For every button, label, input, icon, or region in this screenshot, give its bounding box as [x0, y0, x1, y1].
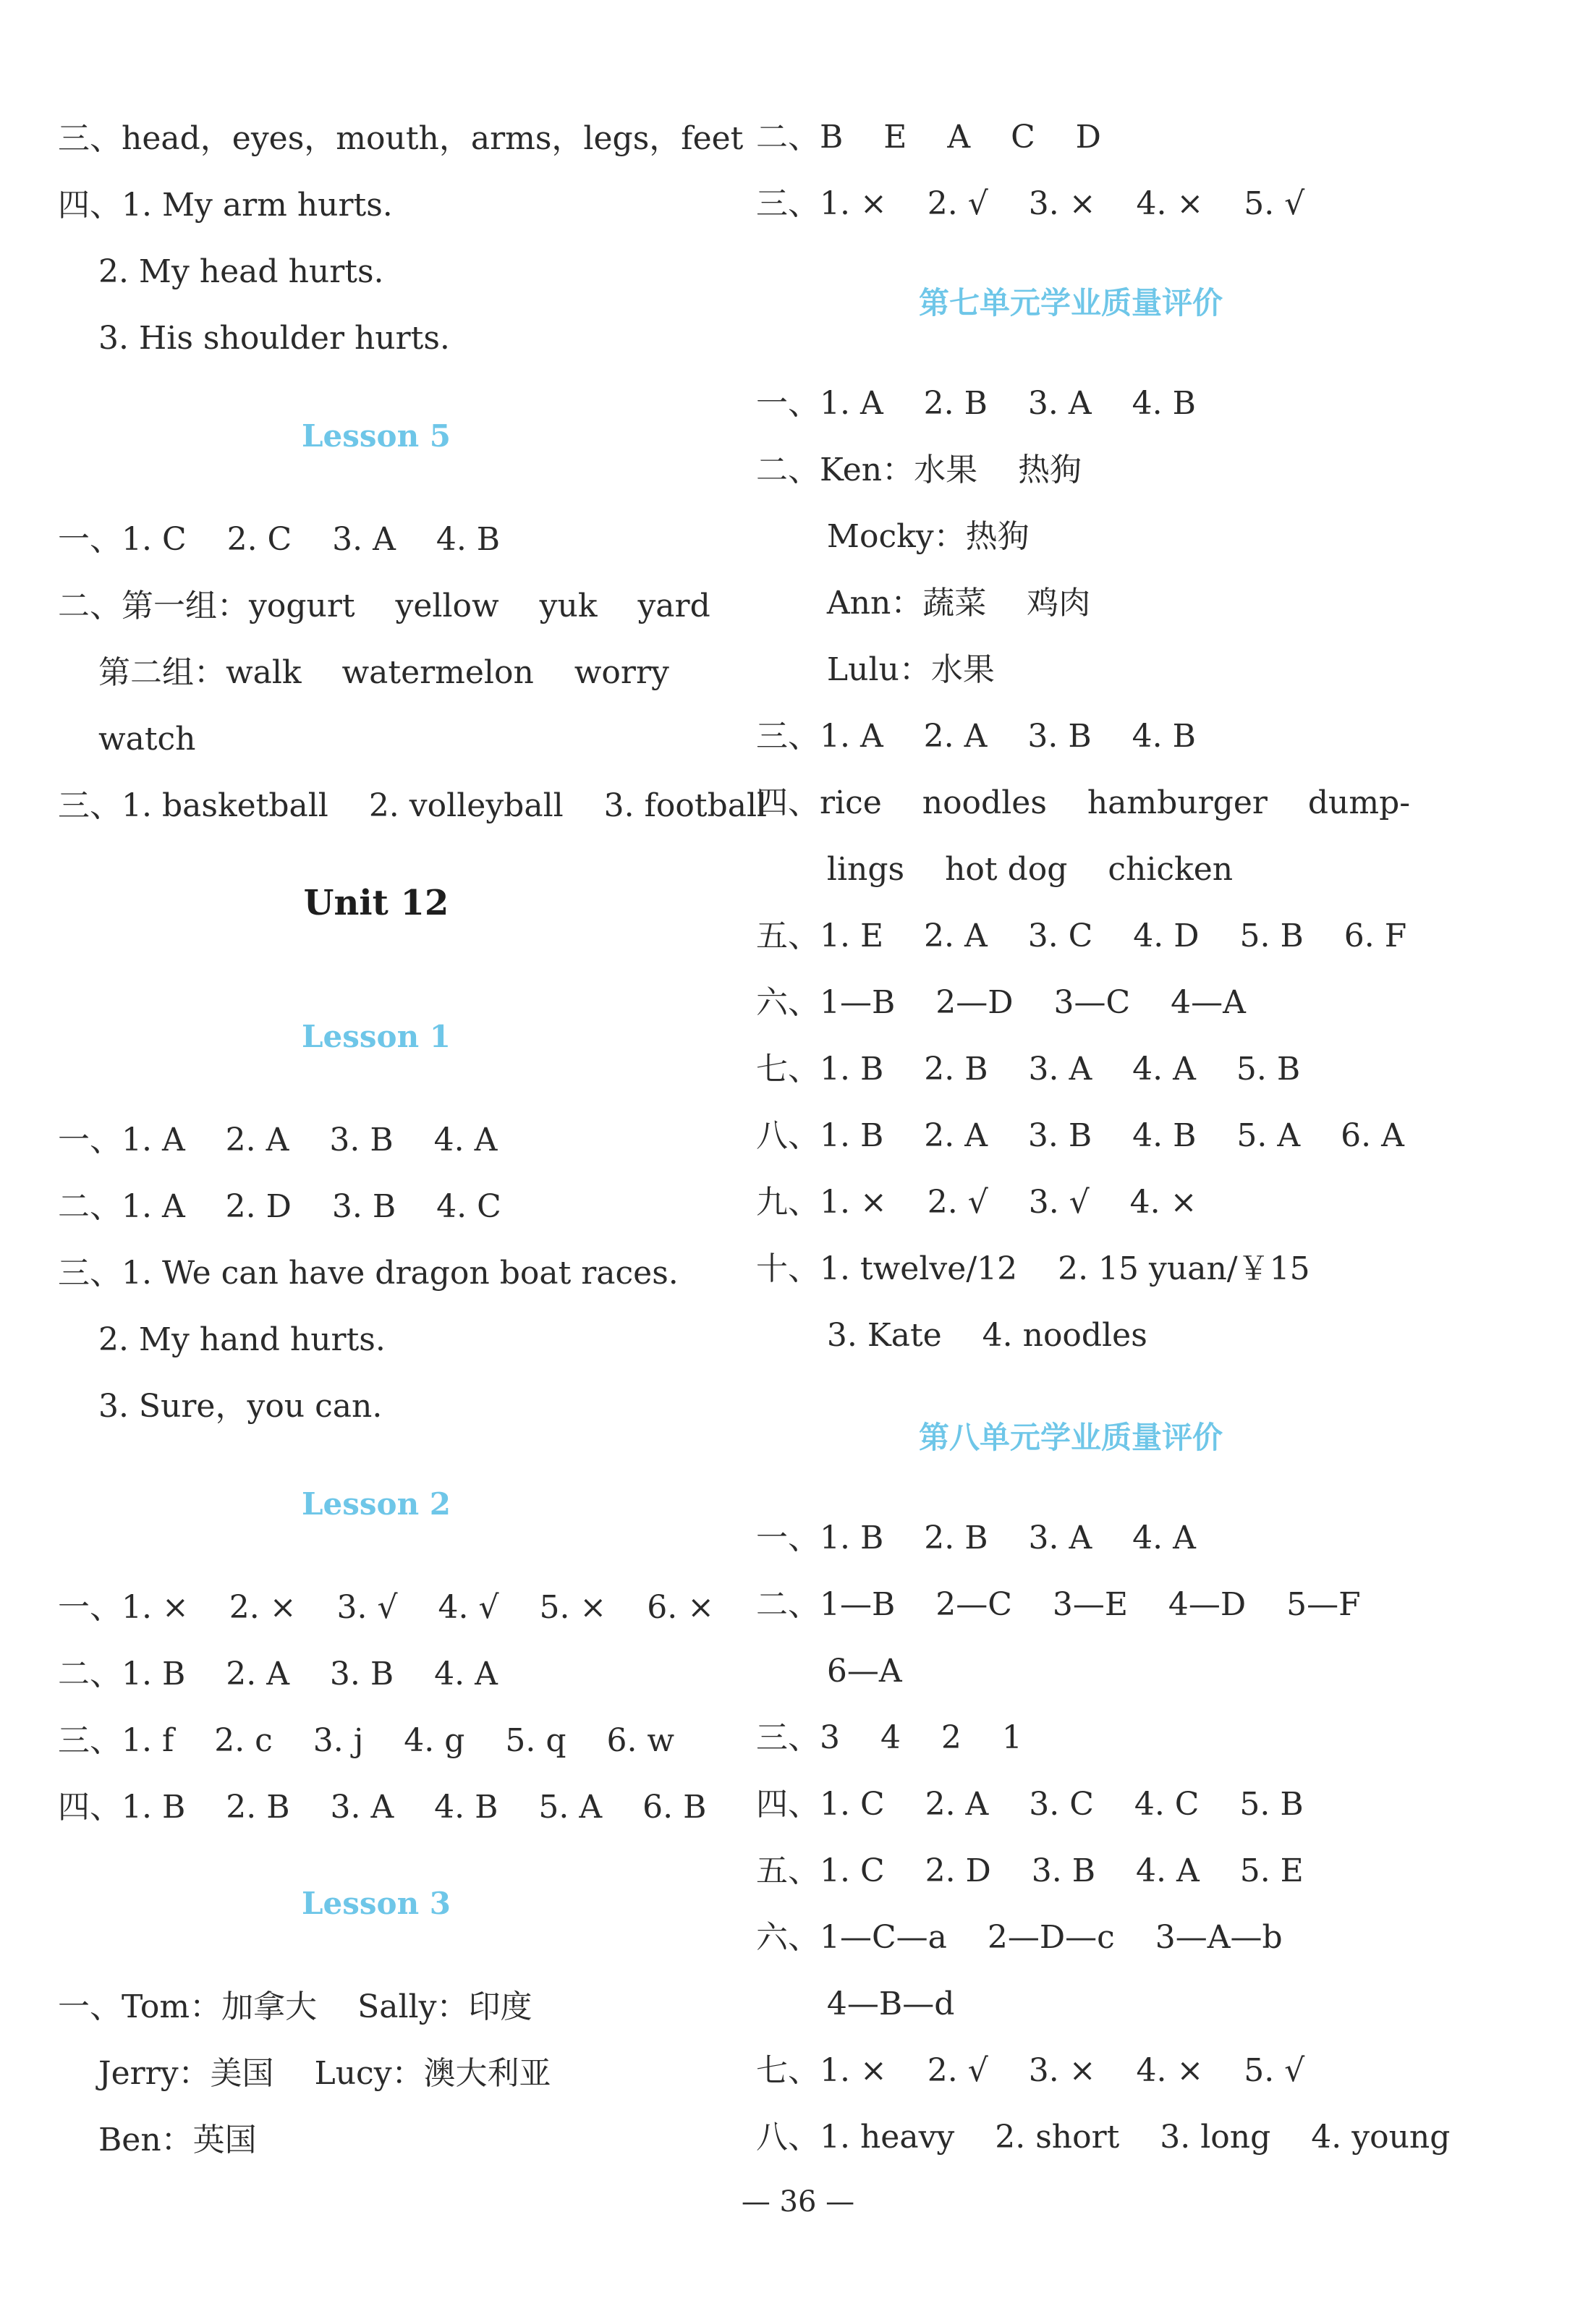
- answer-line: 三、3 4 2 1: [756, 1719, 1022, 1756]
- answer-line: 三、1. f 2. c 3. j 4. g 5. q 6. w: [58, 1722, 675, 1759]
- answer-line: 二、1—B 2—C 3—E 4—D 5—F: [756, 1586, 1361, 1623]
- answer-line: Ann：蔬菜 鸡肉: [756, 585, 1091, 622]
- answer-line: 一、1. B 2. B 3. A 4. A: [756, 1520, 1196, 1556]
- answer-line: 3. Kate 4. noodles: [756, 1317, 1147, 1354]
- answer-line: 三、1. × 2. √ 3. × 4. × 5. √: [756, 185, 1305, 222]
- answer-line: watch: [58, 721, 196, 758]
- answer-line: 五、1. C 2. D 3. B 4. A 5. E: [756, 1852, 1304, 1889]
- answer-line: 一、1. × 2. × 3. √ 4. √ 5. × 6. ×: [58, 1589, 715, 1626]
- lesson-5-heading: Lesson 5: [302, 418, 451, 454]
- answer-line: 七、1. × 2. √ 3. × 4. × 5. √: [756, 2052, 1305, 2089]
- answer-line: 四、1. My arm hurts.: [58, 187, 393, 224]
- answer-line: 第二组：walk watermelon worry: [58, 654, 669, 691]
- answer-line: 一、1. C 2. C 3. A 4. B: [58, 521, 501, 558]
- answer-line: 八、1. heavy 2. short 3. long 4. young: [756, 2119, 1451, 2156]
- answer-line: 2. My head hurts.: [58, 253, 384, 290]
- lesson-3-heading: Lesson 3: [302, 1886, 451, 1921]
- answer-line: 八、1. B 2. A 3. B 4. B 5. A 6. A: [756, 1117, 1404, 1154]
- answer-line: 四、1. B 2. B 3. A 4. B 5. A 6. B: [58, 1789, 707, 1826]
- answer-line: 二、Ken：水果 热狗: [756, 452, 1082, 488]
- answer-line: 3. His shoulder hurts.: [58, 320, 450, 357]
- answer-line: lings hot dog chicken: [756, 851, 1234, 888]
- answer-line: 一、1. A 2. B 3. A 4. B: [756, 385, 1196, 422]
- answer-line: Ben：英国: [58, 2122, 257, 2158]
- answer-line: 九、1. × 2. √ 3. √ 4. ×: [756, 1184, 1197, 1221]
- answer-line: Mocky：热狗: [756, 518, 1030, 555]
- answer-line: 2. My hand hurts.: [58, 1321, 386, 1358]
- answer-line: 6—A: [756, 1653, 902, 1690]
- unit-12-title: Unit 12: [303, 883, 449, 923]
- answer-line: 三、1. A 2. A 3. B 4. B: [756, 718, 1196, 755]
- lesson-2-heading: Lesson 2: [302, 1486, 451, 1522]
- lesson-1-heading: Lesson 1: [302, 1019, 451, 1054]
- answer-line: 二、B E A C D: [756, 119, 1101, 156]
- answer-line: 二、1. B 2. A 3. B 4. A: [58, 1656, 498, 1692]
- answer-line: 4—B—d: [756, 1986, 955, 2022]
- answer-line: 十、1. twelve/12 2. 15 yuan/￥15: [756, 1250, 1310, 1287]
- answer-line: 3. Sure，you can.: [58, 1388, 383, 1425]
- answer-line: 三、head，eyes，mouth，arms，legs，feet: [58, 120, 744, 157]
- unit-8-evaluation-heading: 第八单元学业质量评价: [918, 1420, 1223, 1455]
- answer-line: 六、1—C—a 2—D—c 3—A—b: [756, 1919, 1283, 1956]
- answer-line: 二、1. A 2. D 3. B 4. C: [58, 1188, 501, 1225]
- answer-line: 二、第一组：yogurt yellow yuk yard: [58, 588, 710, 624]
- answer-line: 六、1—B 2—D 3—C 4—A: [756, 984, 1246, 1021]
- page-number: — 36 —: [741, 2185, 855, 2219]
- unit-7-evaluation-heading: 第七单元学业质量评价: [918, 285, 1223, 321]
- answer-line: 四、1. C 2. A 3. C 4. C 5. B: [756, 1786, 1304, 1823]
- answer-line: 三、1. basketball 2. volleyball 3. football: [58, 787, 768, 824]
- answer-line: 五、1. E 2. A 3. C 4. D 5. B 6. F: [756, 918, 1407, 954]
- answer-line: Jerry：美国 Lucy：澳大利亚: [58, 2055, 551, 2092]
- answer-line: 三、1. We can have dragon boat races.: [58, 1255, 679, 1292]
- answer-line: 一、1. A 2. A 3. B 4. A: [58, 1122, 498, 1158]
- answer-line: 七、1. B 2. B 3. A 4. A 5. B: [756, 1051, 1301, 1088]
- answer-line: 一、Tom：加拿大 Sally：印度: [58, 1988, 532, 2025]
- answer-line: Lulu：水果: [756, 651, 995, 688]
- answer-line: 四、rice noodles hamburger dump-: [756, 784, 1411, 821]
